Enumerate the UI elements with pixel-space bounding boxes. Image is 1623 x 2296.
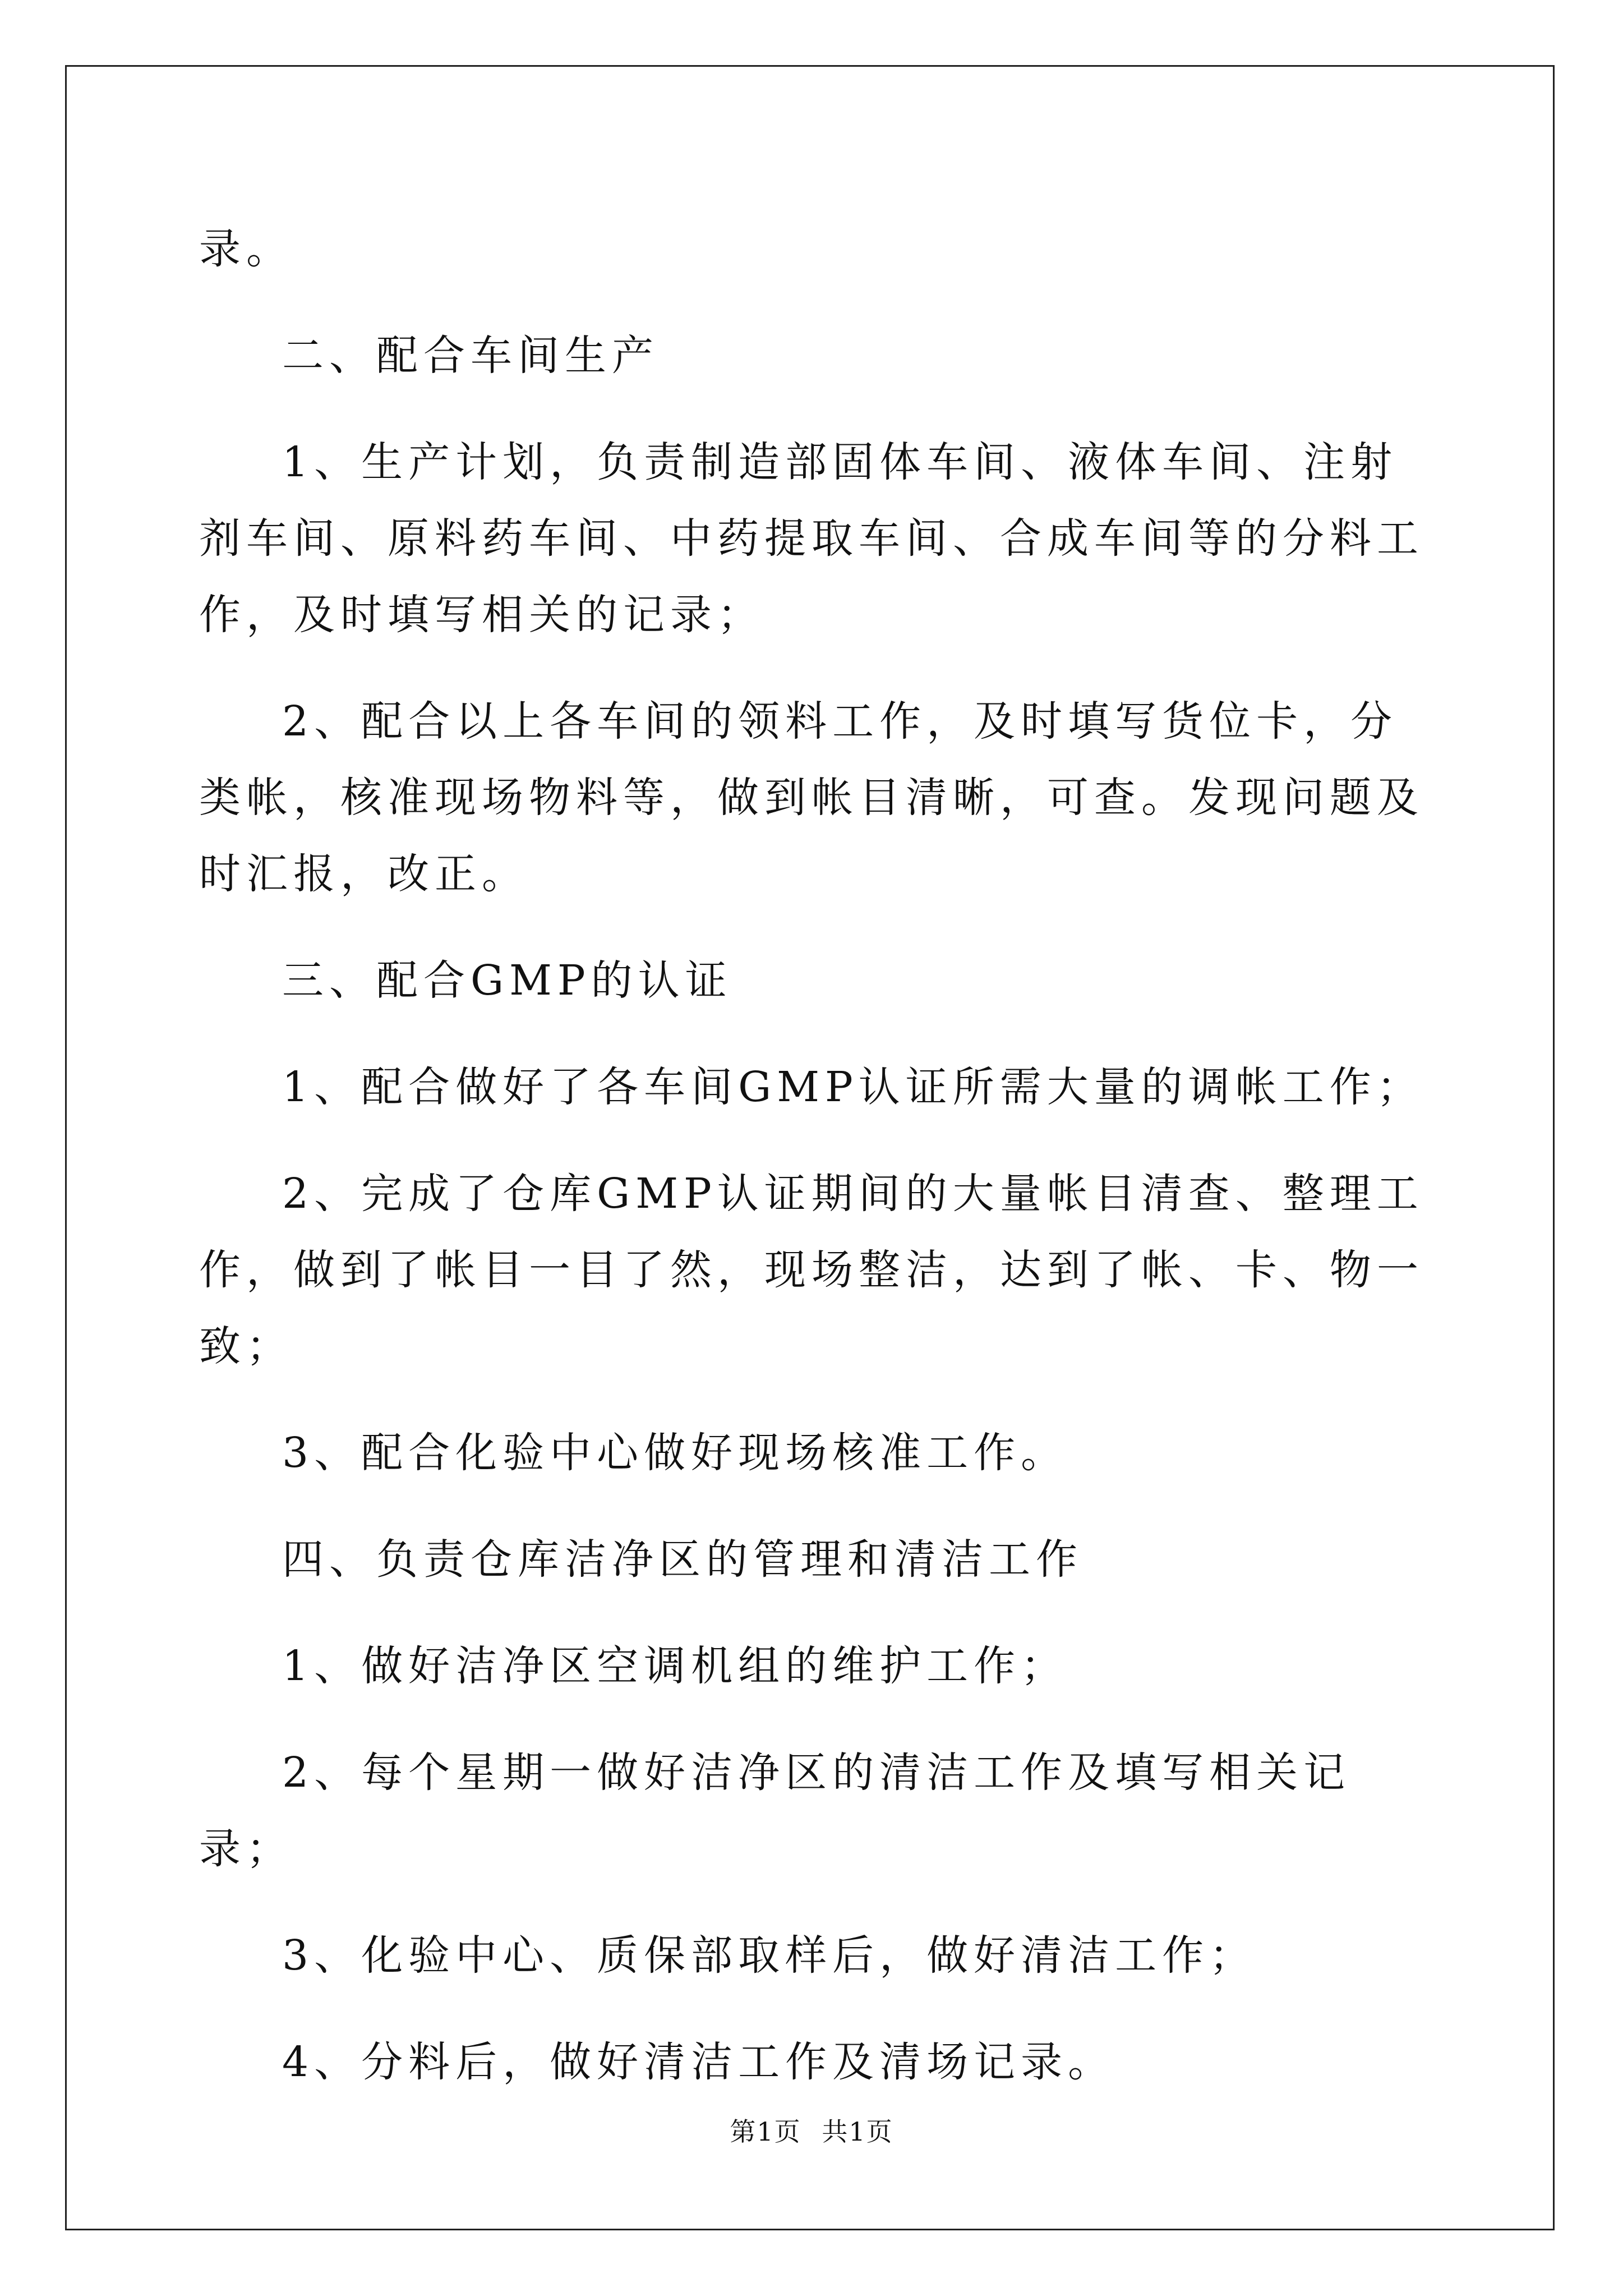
section-heading-2: 二、配合车间生产 — [282, 332, 659, 380]
document-body — [199, 211, 1428, 2100]
list-item: 1、生产计划，负责制造部固体车间、液体车间、注射剂车间、原料药车间、中药提取车间、合成车间等的分料工作，及时填写相关的记录； — [199, 438, 1424, 639]
section-heading-3: 三、配合GMP的认证 — [282, 956, 732, 1005]
list-item: 3、化验中心、质保部取样后，做好清洁工作； — [282, 1931, 1257, 1980]
section-heading-4: 四、负责仓库洁净区的管理和清洁工作 — [282, 1535, 1083, 1584]
list-item: 2、完成了仓库GMP认证期间的大量帐目清查、整理工作，做到了帐目一目了然，现场整洁，达到了帐、卡、物一致； — [199, 1170, 1424, 1370]
list-item: 1、配合做好了各车间GMP认证所需大量的调帐工作； — [282, 1063, 1424, 1111]
list-item: 3、配合化验中心做好现场核准工作。 — [282, 1429, 1068, 1477]
page-footer — [0, 2111, 1623, 2148]
page-number: 第1页 — [730, 2116, 801, 2147]
page-total: 共1页 — [822, 2116, 893, 2147]
paragraph-continuation: 录。 — [199, 225, 293, 273]
list-item: 2、每个星期一做好洁净区的清洁工作及填写相关记录； — [199, 1749, 1351, 1873]
list-item: 2、配合以上各车间的领料工作，及时填写货位卡，分类帐，核准现场物料等，做到帐目清晰，可查。发现问题及时汇报，改正。 — [199, 697, 1424, 898]
list-item: 1、做好洁净区空调机组的维护工作； — [282, 1642, 1068, 1690]
list-item: 4、分料后，做好清洁工作及清场记录。 — [282, 2038, 1115, 2086]
